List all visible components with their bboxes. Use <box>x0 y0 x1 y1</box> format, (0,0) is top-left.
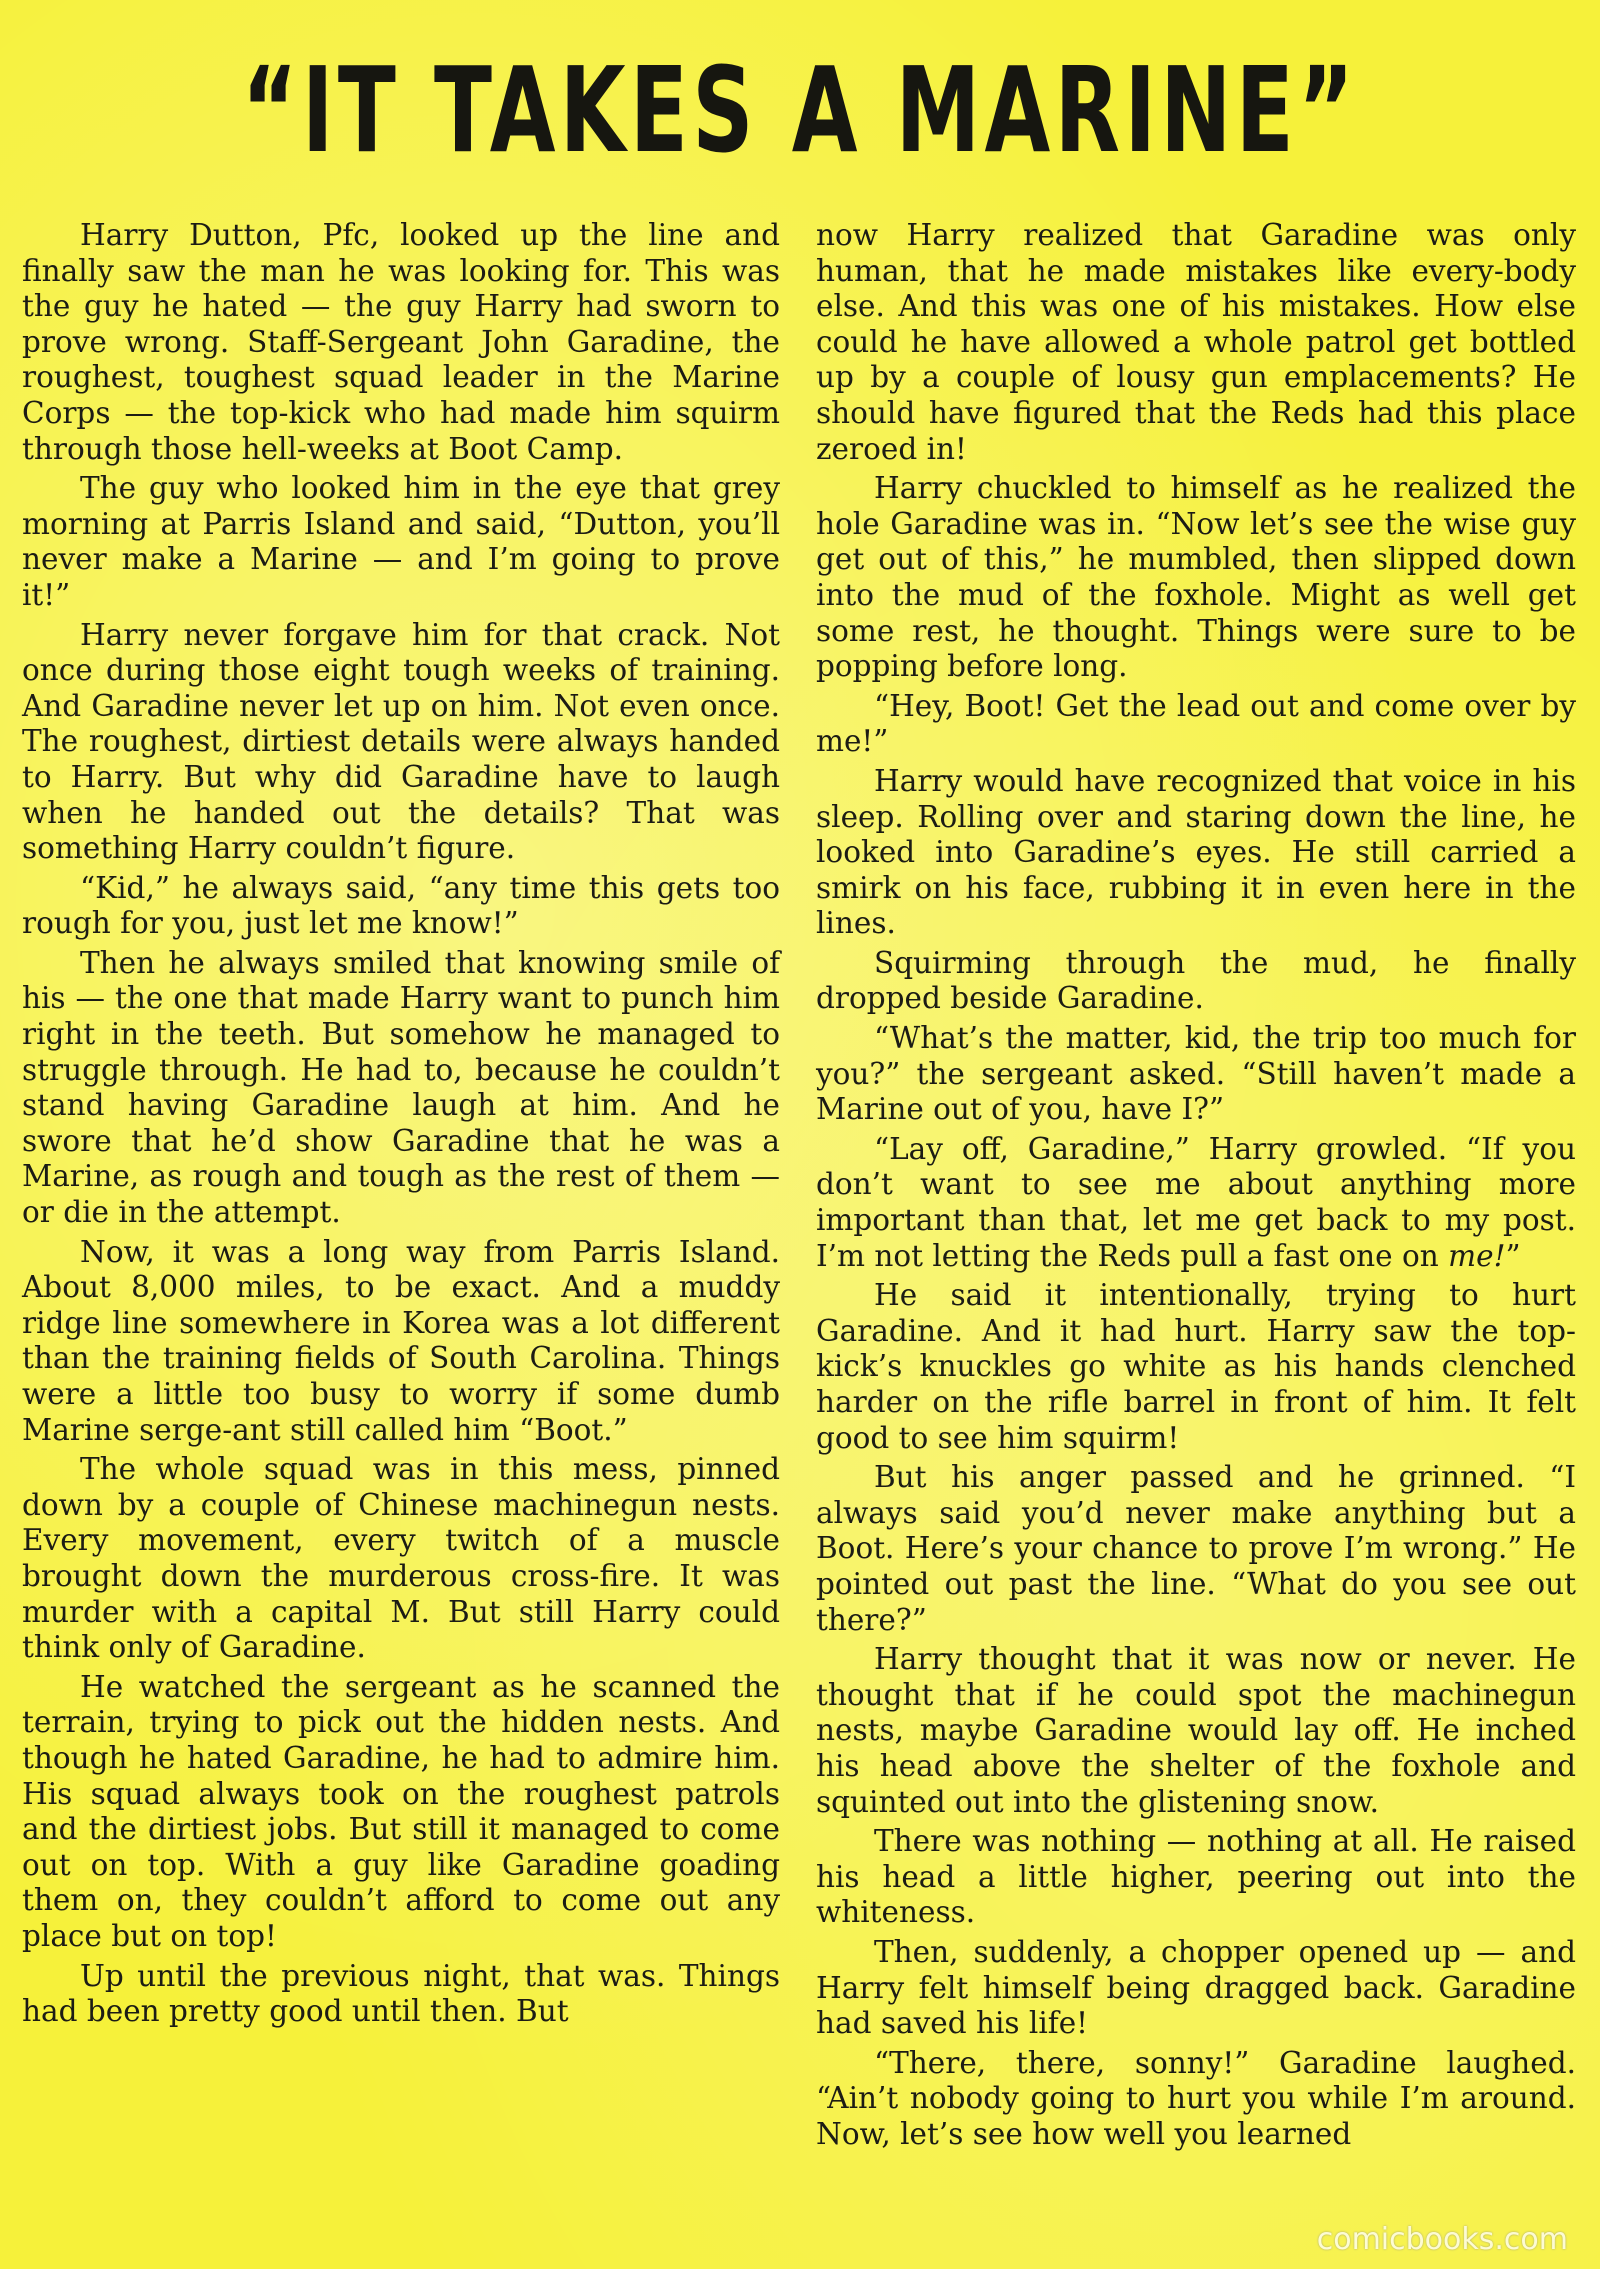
paragraph: The whole squad was in this mess, pinned down by a couple of Chinese machinegun nests. Every movement, every twitch of a muscle brought down the murderous cross-fire. It was murder with a capital M. But still Harry could think only of Garadine. <box>22 1452 780 1665</box>
paragraph: The guy who looked him in the eye that grey morning at Parris Island and said, “Dutton, you’ll never make a Marine — and I’m going to prove it!” <box>22 471 780 612</box>
paragraph: Harry never forgave him for that crack. Not once during those eight tough weeks of training. And Garadine never let up on him. Not even once. The roughest, dirtiest details were always handed to Harry. But why did Garadine have to laugh when he handed out the details? That was something Harry couldn’t figure. <box>22 617 780 866</box>
paragraph: Then, suddenly, a chopper opened up — and Harry felt himself being dragged back. Garadine had saved his life! <box>816 1934 1576 2041</box>
paragraph <box>816 1132 1576 1274</box>
paragraph: Harry thought that it was now or never. He thought that if he could spot the machinegun nests, maybe Garadine would lay off. He inched his head above the shelter of the foxhole and squinted out into the glistening snow. <box>816 1642 1576 1819</box>
paragraph: Harry would have recognized that voice in his sleep. Rolling over and staring down the line, he looked into Garadine’s eyes. He still carried a smirk on his face, rubbing it in even here in the lines. <box>816 763 1576 941</box>
emphasis-text: me! <box>1448 1238 1506 1273</box>
paragraph-text: “Lay off, Garadine,” Harry growled. “If you don’t want to see me about anything more important than that, let me get back to my post. I’m not letting the Reds pull a fast one on <box>816 1131 1576 1273</box>
left-column <box>22 218 780 2034</box>
story-title: “IT TAKES A MARINE” <box>241 41 1359 179</box>
paragraph: “Kid,” he always said, “any time this gets too rough for you, just let me know!” <box>22 870 780 941</box>
paragraph: Up until the previous night, that was. Things had been pretty good until then. But <box>22 1958 780 2029</box>
paragraph: Harry chuckled to himself as he realized the hole Garadine was in. “Now let’s see the wise guy get out of this,” he mumbled, then slipped down into the mud of the foxhole. Might as well get some rest, he thought. Things were sure to be popping before long. <box>816 471 1576 684</box>
paragraph: “What’s the matter, kid, the trip too much for you?” the sergeant asked. “Still haven’t made a Marine out of you, have I?” <box>816 1021 1576 1127</box>
watermark: comicbooks.com <box>1316 2222 1568 2257</box>
paragraph: He said it intentionally, trying to hurt Garadine. And it had hurt. Harry saw the top-kick’s knuckles go white as his hands clenched harder on the rifle barrel in front of him. It felt good to see him squirm! <box>816 1278 1576 1455</box>
paragraph: But his anger passed and he grinned. “I always said you’d never make anything but a Boot. Here’s your chance to prove I’m wrong.” He pointed out past the line. “What do you see out there?” <box>816 1460 1576 1637</box>
paragraph: There was nothing — nothing at all. He raised his head a little higher, peering out into the whiteness. <box>816 1824 1576 1930</box>
paragraph: “Hey, Boot! Get the lead out and come over by me!” <box>816 688 1576 759</box>
paragraph: Harry Dutton, Pfc, looked up the line and finally saw the man he was looking for. This was the guy he hated — the guy Harry had sworn to prove wrong. Staff-Sergeant John Garadine, the roughest, toughest squad leader in the Marine Corps — the top-kick who had made him squirm through those hell-weeks at Boot Camp. <box>22 218 780 466</box>
paragraph: Squirming through the mud, he finally dropped beside Garadine. <box>816 945 1576 1016</box>
paragraph: “There, there, sonny!” Garadine laughed. “Ain’t nobody going to hurt you while I’m around. Now, let’s see how well you learned <box>816 2045 1576 2151</box>
right-column <box>816 218 1576 2156</box>
paragraph: Now, it was a long way from Parris Island. About 8,000 miles, to be exact. And a muddy ridge line somewhere in Korea was a lot different than the training fields of South Carolina. Things were a little too busy to worry if some dumb Marine serge-ant still called him “Boot.” <box>22 1234 780 1447</box>
paragraph-text: ” <box>1505 1238 1521 1273</box>
paragraph: He watched the sergeant as he scanned the terrain, trying to pick out the hidden nests. And though he hated Garadine, he had to admire him. His squad always took on the roughest patrols and the dirtiest jobs. But still it managed to come out on top. With a guy like Garadine goading them on, they couldn’t afford to come out any place but on top! <box>22 1669 780 1953</box>
paragraph: Then he always smiled that knowing smile of his — the one that made Harry want to punch him right in the teeth. But somehow he managed to struggle through. He had to, because he couldn’t stand having Garadine laugh at him. And he swore that he’d show Garadine that he was a Marine, as rough and tough as the rest of them — or die in the attempt. <box>22 945 780 1230</box>
paragraph-continuation: now Harry realized that Garadine was only human, that he made mistakes like every-body else. And this was one of his mistakes. How else could he have allowed a whole patrol get bottled up by a couple of lousy gun emplacements? He should have figured that the Reds had this place zeroed in! <box>816 218 1576 466</box>
